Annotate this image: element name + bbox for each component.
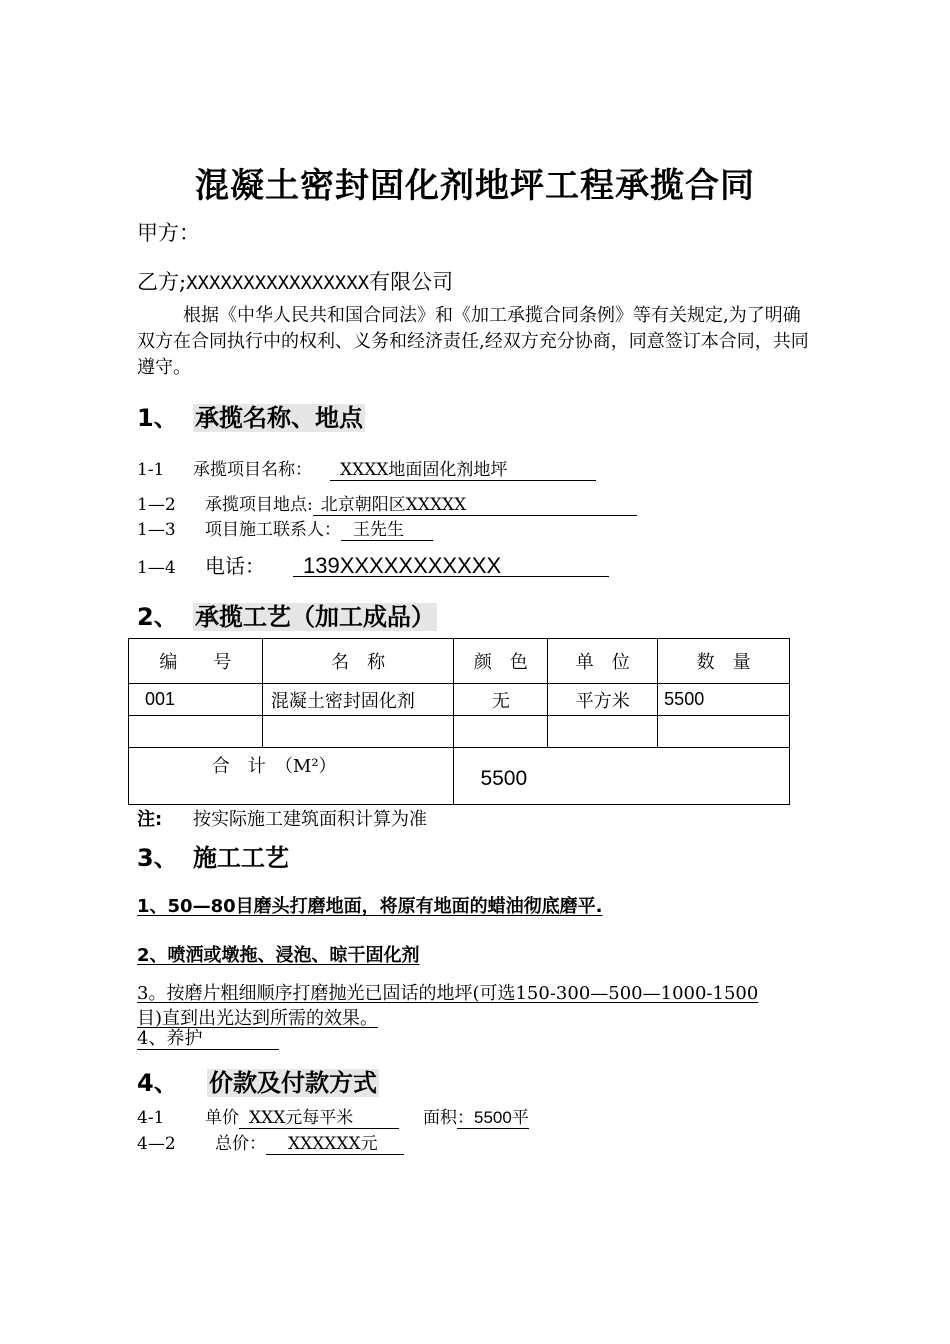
cell-quantity: 5500	[658, 684, 790, 716]
item-1-3-value: 王先生	[341, 520, 433, 541]
table-total-row	[129, 748, 790, 805]
table-header-row	[129, 639, 790, 684]
item-1-3-number: 1—3	[137, 520, 176, 540]
section-4-number: 4、	[137, 1069, 178, 1097]
section-3-title: 施工工艺	[193, 844, 289, 872]
section-1-title: 承揽名称、地点	[195, 404, 363, 432]
process-step-4-text: 4、养护	[137, 1029, 279, 1050]
item-1-4	[137, 550, 609, 579]
cell-empty	[454, 716, 548, 748]
item-4-2	[137, 1129, 404, 1155]
header-quantity: 数 量	[658, 639, 790, 684]
intro-paragraph: 根据《中华人民共和国合同法》和《加工承揽合同条例》等有关规定,为了明确双方在合同执行中的权利、义务和经济责任,经双方充分协商，同意签订本合同，共同遵守。	[137, 305, 809, 378]
party-b-name: XXXXXXXXXXXXXXXX	[186, 272, 370, 294]
document-title: 混凝土密封固化剂地坪工程承揽合同	[195, 166, 755, 206]
item-4-1	[137, 1103, 529, 1129]
party-b-label: 乙方;	[137, 270, 187, 294]
item-1-1-value: XXXX地面固化剂地坪	[330, 460, 596, 481]
total-label: 合 计 （M²）	[129, 748, 454, 805]
party-a-label: 甲方：	[137, 221, 200, 245]
cell-number: 001	[129, 684, 263, 716]
item-1-4-number: 1—4	[137, 558, 176, 578]
cell-empty	[658, 716, 790, 748]
item-4-1-area-value: ：5500平	[457, 1108, 529, 1127]
cell-unit: 平方米	[548, 684, 658, 716]
cell-empty	[129, 716, 263, 748]
section-3-heading	[137, 838, 289, 873]
item-4-2-value: XXXXXX元	[266, 1134, 404, 1155]
item-4-1-area-label: 面积	[423, 1108, 457, 1128]
process-step-3: 3。按磨片粗细顺序打磨抛光已固话的地坪(可选150-300—500—1000-1500目)直到出光达到所需的效果。	[137, 983, 759, 1029]
item-1-2	[137, 490, 637, 516]
item-1-3	[137, 515, 433, 541]
section-1-heading	[137, 398, 365, 433]
table-row	[129, 684, 790, 716]
section-1-number: 1、	[137, 404, 178, 432]
section-3-number: 3、	[137, 844, 178, 872]
cell-empty	[548, 716, 658, 748]
product-table	[128, 638, 790, 805]
item-1-1-label: 承揽项目名称：	[193, 460, 312, 480]
header-color: 颜 色	[454, 639, 548, 684]
item-4-2-number: 4—2	[137, 1134, 176, 1154]
section-4-heading	[137, 1063, 379, 1098]
section-2-number: 2、	[137, 603, 178, 631]
item-4-1-value: XXX元每平米	[239, 1108, 399, 1129]
process-step-1: 1、50—80目磨头打磨地面，将原有地面的蜡油彻底磨平.	[137, 896, 603, 917]
item-1-1-number: 1-1	[137, 460, 165, 480]
item-1-2-number: 1—2	[137, 495, 176, 515]
process-step-4	[137, 1028, 279, 1050]
section-2-heading	[137, 597, 437, 632]
note-label: 注:	[137, 809, 163, 830]
item-4-1-number: 4-1	[137, 1108, 165, 1128]
note-text: 按实际施工建筑面积计算为准	[193, 809, 427, 830]
header-name: 名 称	[262, 639, 454, 684]
cell-empty	[262, 716, 454, 748]
cell-color: 无	[454, 684, 548, 716]
item-4-1-label: 单价	[205, 1108, 239, 1128]
item-1-1	[137, 455, 596, 481]
item-1-2-value: 北京朝阳区XXXXX	[313, 495, 637, 516]
cell-name: 混凝土密封固化剂	[262, 684, 454, 716]
section-4-title: 价款及付款方式	[209, 1069, 377, 1097]
item-1-2-label: 承揽项目地点:	[205, 495, 313, 515]
table-note	[137, 805, 427, 831]
table-row	[129, 716, 790, 748]
process-step-2: 2、喷洒或墩拖、浸泡、晾干固化剂	[137, 945, 420, 966]
item-1-4-label: 电话：	[205, 554, 265, 578]
item-1-3-label: 项目施工联系人：	[205, 520, 341, 540]
total-value: 5500	[454, 748, 790, 805]
header-number: 编 号	[129, 639, 263, 684]
party-b-suffix: 有限公司	[369, 270, 454, 294]
item-1-4-value: 139XXXXXXXXXXX	[293, 556, 609, 577]
header-unit: 单 位	[548, 639, 658, 684]
party-b-line	[137, 266, 453, 296]
section-2-title: 承揽工艺（加工成品）	[195, 603, 435, 631]
item-4-2-label: 总价：	[215, 1134, 266, 1154]
